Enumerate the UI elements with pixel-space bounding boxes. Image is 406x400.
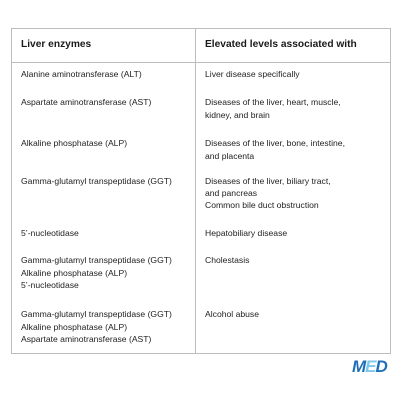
association-cell: Alcohol abuse bbox=[205, 309, 259, 319]
header-elevated-levels: Elevated levels associated with bbox=[205, 39, 357, 50]
association-cell: and placenta bbox=[205, 151, 255, 161]
association-cell: and pancreas bbox=[205, 188, 258, 198]
association-cell: Diseases of the liver, bone, intestine, bbox=[205, 138, 345, 148]
column-divider bbox=[195, 29, 196, 353]
enzyme-cell: Alkaline phosphatase (ALP) bbox=[21, 268, 128, 278]
enzyme-cell: Alkaline phosphatase (ALP) bbox=[21, 138, 128, 148]
enzyme-cell: Alanine aminotransferase (ALT) bbox=[21, 69, 142, 79]
logo-letter-e: E bbox=[365, 357, 376, 376]
medmovie-logo bbox=[352, 357, 396, 383]
enzyme-cell: Aspartate aminotransferase (AST) bbox=[21, 334, 152, 344]
association-cell: kidney, and brain bbox=[205, 110, 270, 120]
association-cell: Diseases of the liver, biliary tract, bbox=[205, 176, 331, 186]
header-divider bbox=[12, 62, 390, 63]
association-cell: Liver disease specifically bbox=[205, 69, 300, 79]
enzyme-cell: Gamma-glutamyl transpeptidase (GGT) bbox=[21, 309, 172, 319]
association-cell: Hepatobiliary disease bbox=[205, 228, 288, 238]
enzyme-cell: 5’-nucleotidase bbox=[21, 280, 79, 290]
enzyme-cell: 5’-nucleotidase bbox=[21, 228, 79, 238]
association-cell: Common bile duct obstruction bbox=[205, 200, 319, 210]
enzyme-table bbox=[11, 28, 391, 354]
association-cell: Cholestasis bbox=[205, 255, 250, 265]
enzyme-cell: Aspartate aminotransferase (AST) bbox=[21, 97, 152, 107]
logo-letter-d: D bbox=[375, 357, 387, 376]
enzyme-cell: Gamma-glutamyl transpeptidase (GGT) bbox=[21, 255, 172, 265]
logo-letter-m: M bbox=[352, 357, 366, 376]
enzyme-cell: Alkaline phosphatase (ALP) bbox=[21, 322, 128, 332]
header-liver-enzymes: Liver enzymes bbox=[21, 39, 92, 50]
association-cell: Diseases of the liver, heart, muscle, bbox=[205, 97, 341, 107]
enzyme-cell: Gamma-glutamyl transpeptidase (GGT) bbox=[21, 176, 172, 186]
